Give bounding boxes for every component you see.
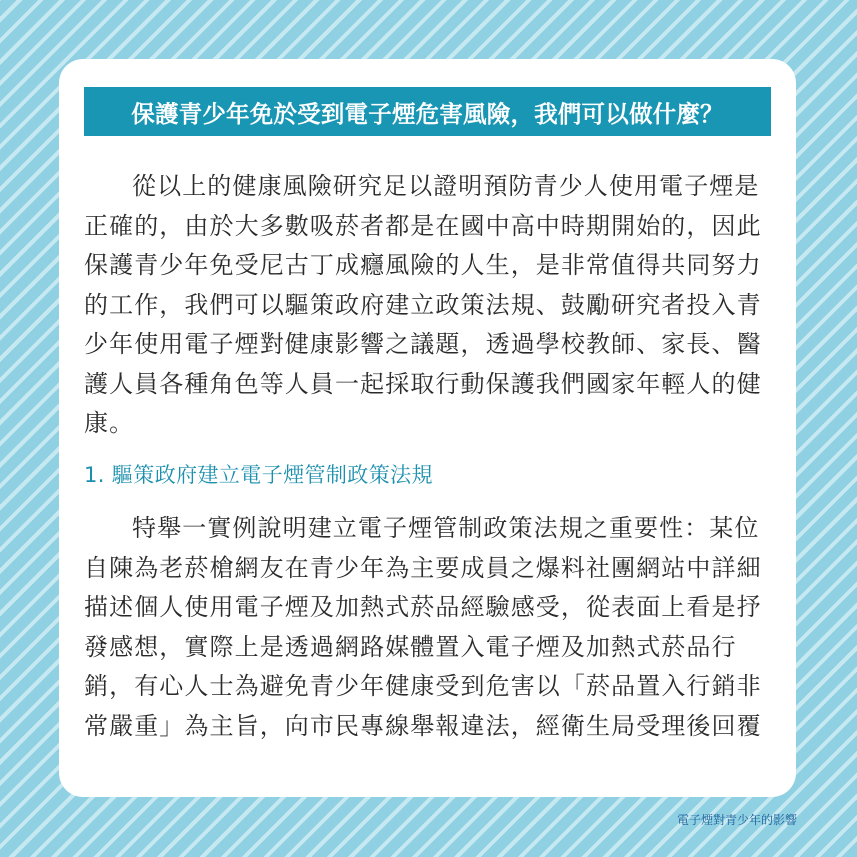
intro-paragraph: 從以上的健康風險研究足以證明預防青少人使用電子煙是正確的，由於大多數吸菸者都是在國中高中時期開始的，因此保護青少年免受尼古丁成癮風險的人生，是非常值得共同努力的工作，我們可以驅策政府建立政策法規、鼓勵研究者投入青少年使用電子煙對健康影響之議題，透過學校教師、家長、醫護人員各種角色等人員一起採取行動保護我們國家年輕人的健康。 [84, 172, 762, 437]
section-heading: 1. 驅策政府建立電子煙管制政策法規 [84, 463, 433, 487]
page-title: 保護青少年免於受到電子煙危害風險，我們可以做什麼？ [131, 99, 724, 128]
example-paragraph: 特舉一實例說明建立電子煙管制政策法規之重要性：某位自陳為老菸槍網友在青少年為主要成員之爆料社團網站中詳細描述個人使用電子煙及加熱式菸品經驗感受，從表面上看是抒發感想，實際上是透過網路媒體置入電子煙及加熱式菸品行銷，有心人士為避免青少年健康受到危害以「菸品置入行銷非常嚴重」為主旨，向市民專線舉報違法，經衛生局受理後回覆 [84, 514, 762, 740]
content-card [59, 59, 796, 797]
title-banner [84, 87, 771, 136]
footer-caption: 電子煙對青少年的影響 [676, 813, 797, 827]
